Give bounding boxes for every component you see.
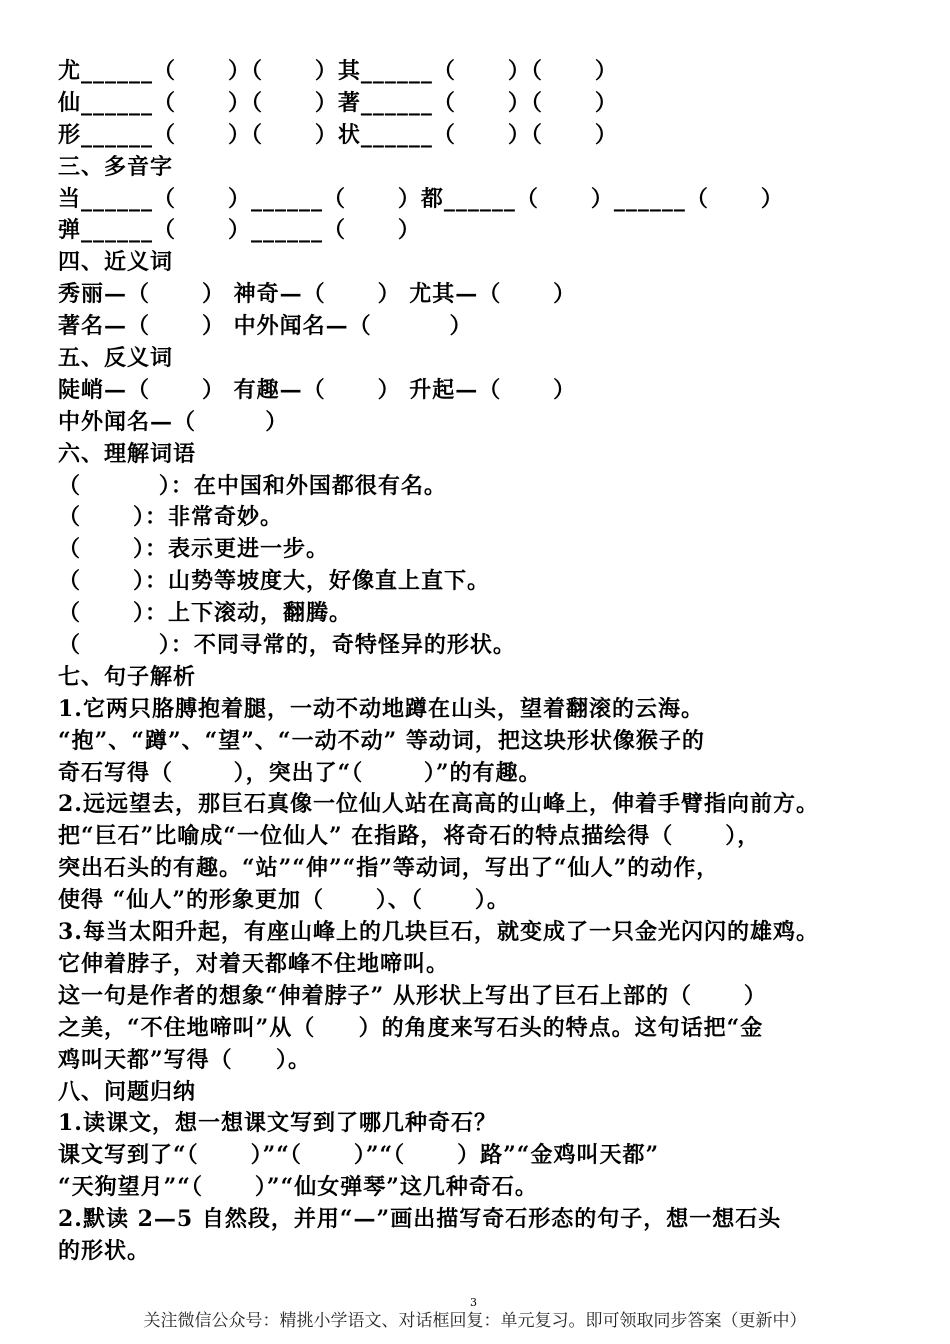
page-number: 3 bbox=[470, 1296, 477, 1309]
worksheet-line: 课文写到了“（ ）”“（ ）”“（ ）路”“金鸡叫天都” bbox=[58, 1142, 660, 1169]
worksheet-line: 秀丽—（ ） 神奇—（ ） 尤其—（ ） bbox=[58, 281, 577, 308]
section-heading: 八、问题归纳 bbox=[58, 1078, 197, 1105]
worksheet-line: 3.每当太阳升起，有座山峰上的几块巨石，就变成了一只金光闪闪的雄鸡。 bbox=[58, 919, 819, 946]
worksheet-line: 当______（ ）______（ ）都______（ ）______（ ） bbox=[58, 185, 784, 212]
worksheet-line: 弹______（ ）______（ ） bbox=[58, 217, 421, 244]
section-heading: 五、反义词 bbox=[58, 345, 174, 372]
worksheet-line: 奇石写得（ ），突出了“（ ）”的有趣。 bbox=[58, 759, 542, 786]
section-heading: 七、句子解析 bbox=[58, 663, 197, 690]
worksheet-line: 形______（ ）（ ）状______（ ）（ ） bbox=[58, 121, 618, 148]
worksheet-line: （ ）：山势等坡度大，好像直上直下。 bbox=[58, 568, 490, 595]
worksheet-line: “抱”、“蹲”、“望”、“一动不动” 等动词，把这块形状像猴子的 bbox=[58, 727, 705, 754]
worksheet-line: （ ）：在中国和外国都很有名。 bbox=[58, 472, 447, 499]
section-heading: 四、近义词 bbox=[58, 249, 174, 276]
worksheet-body bbox=[58, 56, 898, 1268]
worksheet-line: 著名—（ ） 中外闻名—（ ） bbox=[58, 313, 473, 340]
worksheet-line: （ ）：非常奇妙。 bbox=[58, 504, 283, 531]
worksheet-line: 1.它两只胳膊抱着腿，一动不动地蹲在山头，望着翻滚的云海。 bbox=[58, 695, 704, 722]
worksheet-line: 的形状。 bbox=[58, 1237, 151, 1264]
worksheet-line: 2.默读 2—5 自然段，并用“—”画出描写奇石形态的句子，想一想石头 bbox=[58, 1206, 782, 1233]
section-heading: 六、理解词语 bbox=[58, 440, 197, 467]
worksheet-line: 2.远远望去，那巨石真像一位仙人站在高高的山峰上，伸着手臂指向前方。 bbox=[58, 791, 819, 818]
worksheet-line: 鸡叫天都”写得（ ）。 bbox=[58, 1046, 311, 1073]
worksheet-line: 突出石头的有趣。“站”“伸”“指”等动词，写出了“仙人”的动作， bbox=[58, 855, 720, 882]
worksheet-line: 1.读课文，想一想课文写到了哪几种奇石？ bbox=[58, 1110, 497, 1137]
worksheet-line: 尤______（ ）（ ）其______（ ）（ ） bbox=[58, 58, 618, 84]
worksheet-line: 使得 “仙人”的形象更加（ ）、（ ）。 bbox=[58, 887, 510, 914]
worksheet-line: （ ）：表示更进一步。 bbox=[58, 536, 329, 563]
worksheet-line: （ ）：不同寻常的，奇特怪异的形状。 bbox=[58, 632, 516, 659]
worksheet-line: 之美，“不住地啼叫”从（ ）的角度来写石头的特点。这句话把“金 bbox=[58, 1014, 764, 1041]
worksheet-line: 仙______（ ）（ ）著______（ ）（ ） bbox=[58, 89, 618, 116]
worksheet-line: “天狗望月”“（ ）”“仙女弹琴”这几种奇石。 bbox=[58, 1174, 538, 1201]
worksheet-line: （ ）：上下滚动，翻腾。 bbox=[58, 600, 352, 627]
worksheet-line: 把“巨石”比喻成“一位仙人” 在指路，将奇石的特点描绘得（ ）， bbox=[58, 823, 761, 850]
worksheet-line: 这一句是作者的想象“伸着脖子” 从形状上写出了巨石上部的（ ） bbox=[58, 982, 767, 1009]
worksheet-line: 陡峭—（ ） 有趣—（ ） 升起—（ ） bbox=[58, 376, 577, 403]
section-heading: 三、多音字 bbox=[58, 153, 174, 180]
worksheet-line: 中外闻名—（ ） bbox=[58, 408, 289, 435]
footer-note: 关注微信公众号：精挑小学语文、对话框回复：单元复习。即可领取同步答案（更新中） bbox=[143, 1311, 807, 1331]
worksheet-line: 它伸着脖子，对着天都峰不住地啼叫。 bbox=[58, 950, 450, 977]
